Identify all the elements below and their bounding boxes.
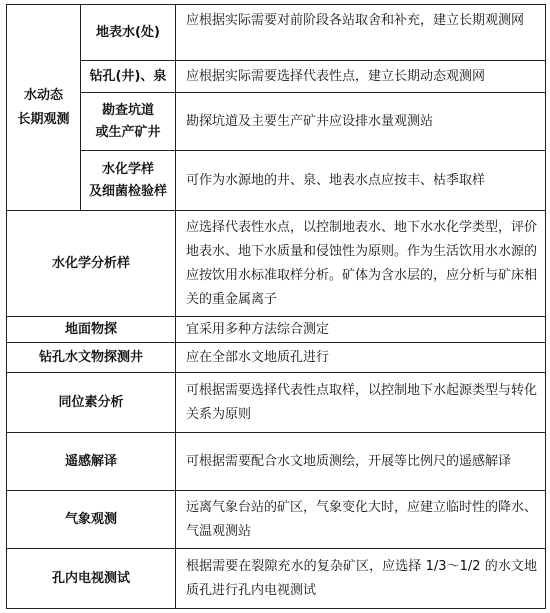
table-row (7, 343, 546, 373)
sub-label-water-chemistry-samples: 水化学样 及细菌检验样 (81, 151, 176, 211)
table-row (7, 373, 546, 433)
row-label-remote-sensing: 遥感解译 (7, 433, 176, 491)
sub-label-exploration-tunnels: 勘查坑道 或生产矿井 (81, 93, 176, 151)
row-label-borehole-logging: 钻孔水文物探测井 (7, 343, 176, 373)
table-row (7, 61, 546, 93)
content-cell: 远离气象台站的矿区，气象变化大时，应建立临时性的降水、气温观测站 (176, 491, 546, 549)
content-cell: 根据需要在裂隙充水的复杂矿区，应选择 1/3～1/2 的水文地质孔进行孔内电视测试 (176, 549, 546, 609)
sub-label-surface-water: 地表水(处) (81, 5, 176, 61)
row-label-isotope-analysis: 同位素分析 (7, 373, 176, 433)
table-row (7, 549, 546, 609)
table-row (7, 151, 546, 211)
row-label-borehole-tv-test: 孔内电视测试 (7, 549, 176, 609)
row-label-meteorological-observation: 气象观测 (7, 491, 176, 549)
table-row (7, 433, 546, 491)
content-cell: 宜采用多种方法综合测定 (176, 317, 546, 343)
table-row (7, 5, 546, 61)
content-cell: 可根据需要选择代表性点取样，以控制地下水起源类型与转化关系为原则 (176, 373, 546, 433)
sub-label-boreholes-springs: 钻孔(井)、泉 (81, 61, 176, 93)
row-label-ground-geophysics: 地面物探 (7, 317, 176, 343)
table-row (7, 211, 546, 317)
content-cell: 勘探坑道及主要生产矿井应设排水量观测站 (176, 93, 546, 151)
table-row (7, 491, 546, 549)
content-cell: 应在全部水文地质孔进行 (176, 343, 546, 373)
table-row (7, 317, 546, 343)
requirements-table (6, 4, 546, 609)
group-label-water-dynamics: 水动态 长期观测 (7, 5, 81, 211)
row-label-water-chemistry-analysis: 水化学分析样 (7, 211, 176, 317)
content-cell: 可作为水源地的井、泉、地表水点应按丰、枯季取样 (176, 151, 546, 211)
content-cell: 可根据需要配合水文地质测绘，开展等比例尺的遥感解译 (176, 433, 546, 491)
table-row (7, 93, 546, 151)
content-cell: 应根据实际需要对前阶段各站取舍和补充，建立长期观测网 (176, 5, 546, 61)
content-cell: 应根据实际需要选择代表性点，建立长期动态观测网 (176, 61, 546, 93)
content-cell: 应选择代表性水点，以控制地表水、地下水水化学类型，评价地表水、地下水质量和侵蚀性为原则。作为生活饮用水水源的应按饮用水标准取样分析。矿体为含水层的，应分析与矿床相关的重金属离子 (176, 211, 546, 317)
